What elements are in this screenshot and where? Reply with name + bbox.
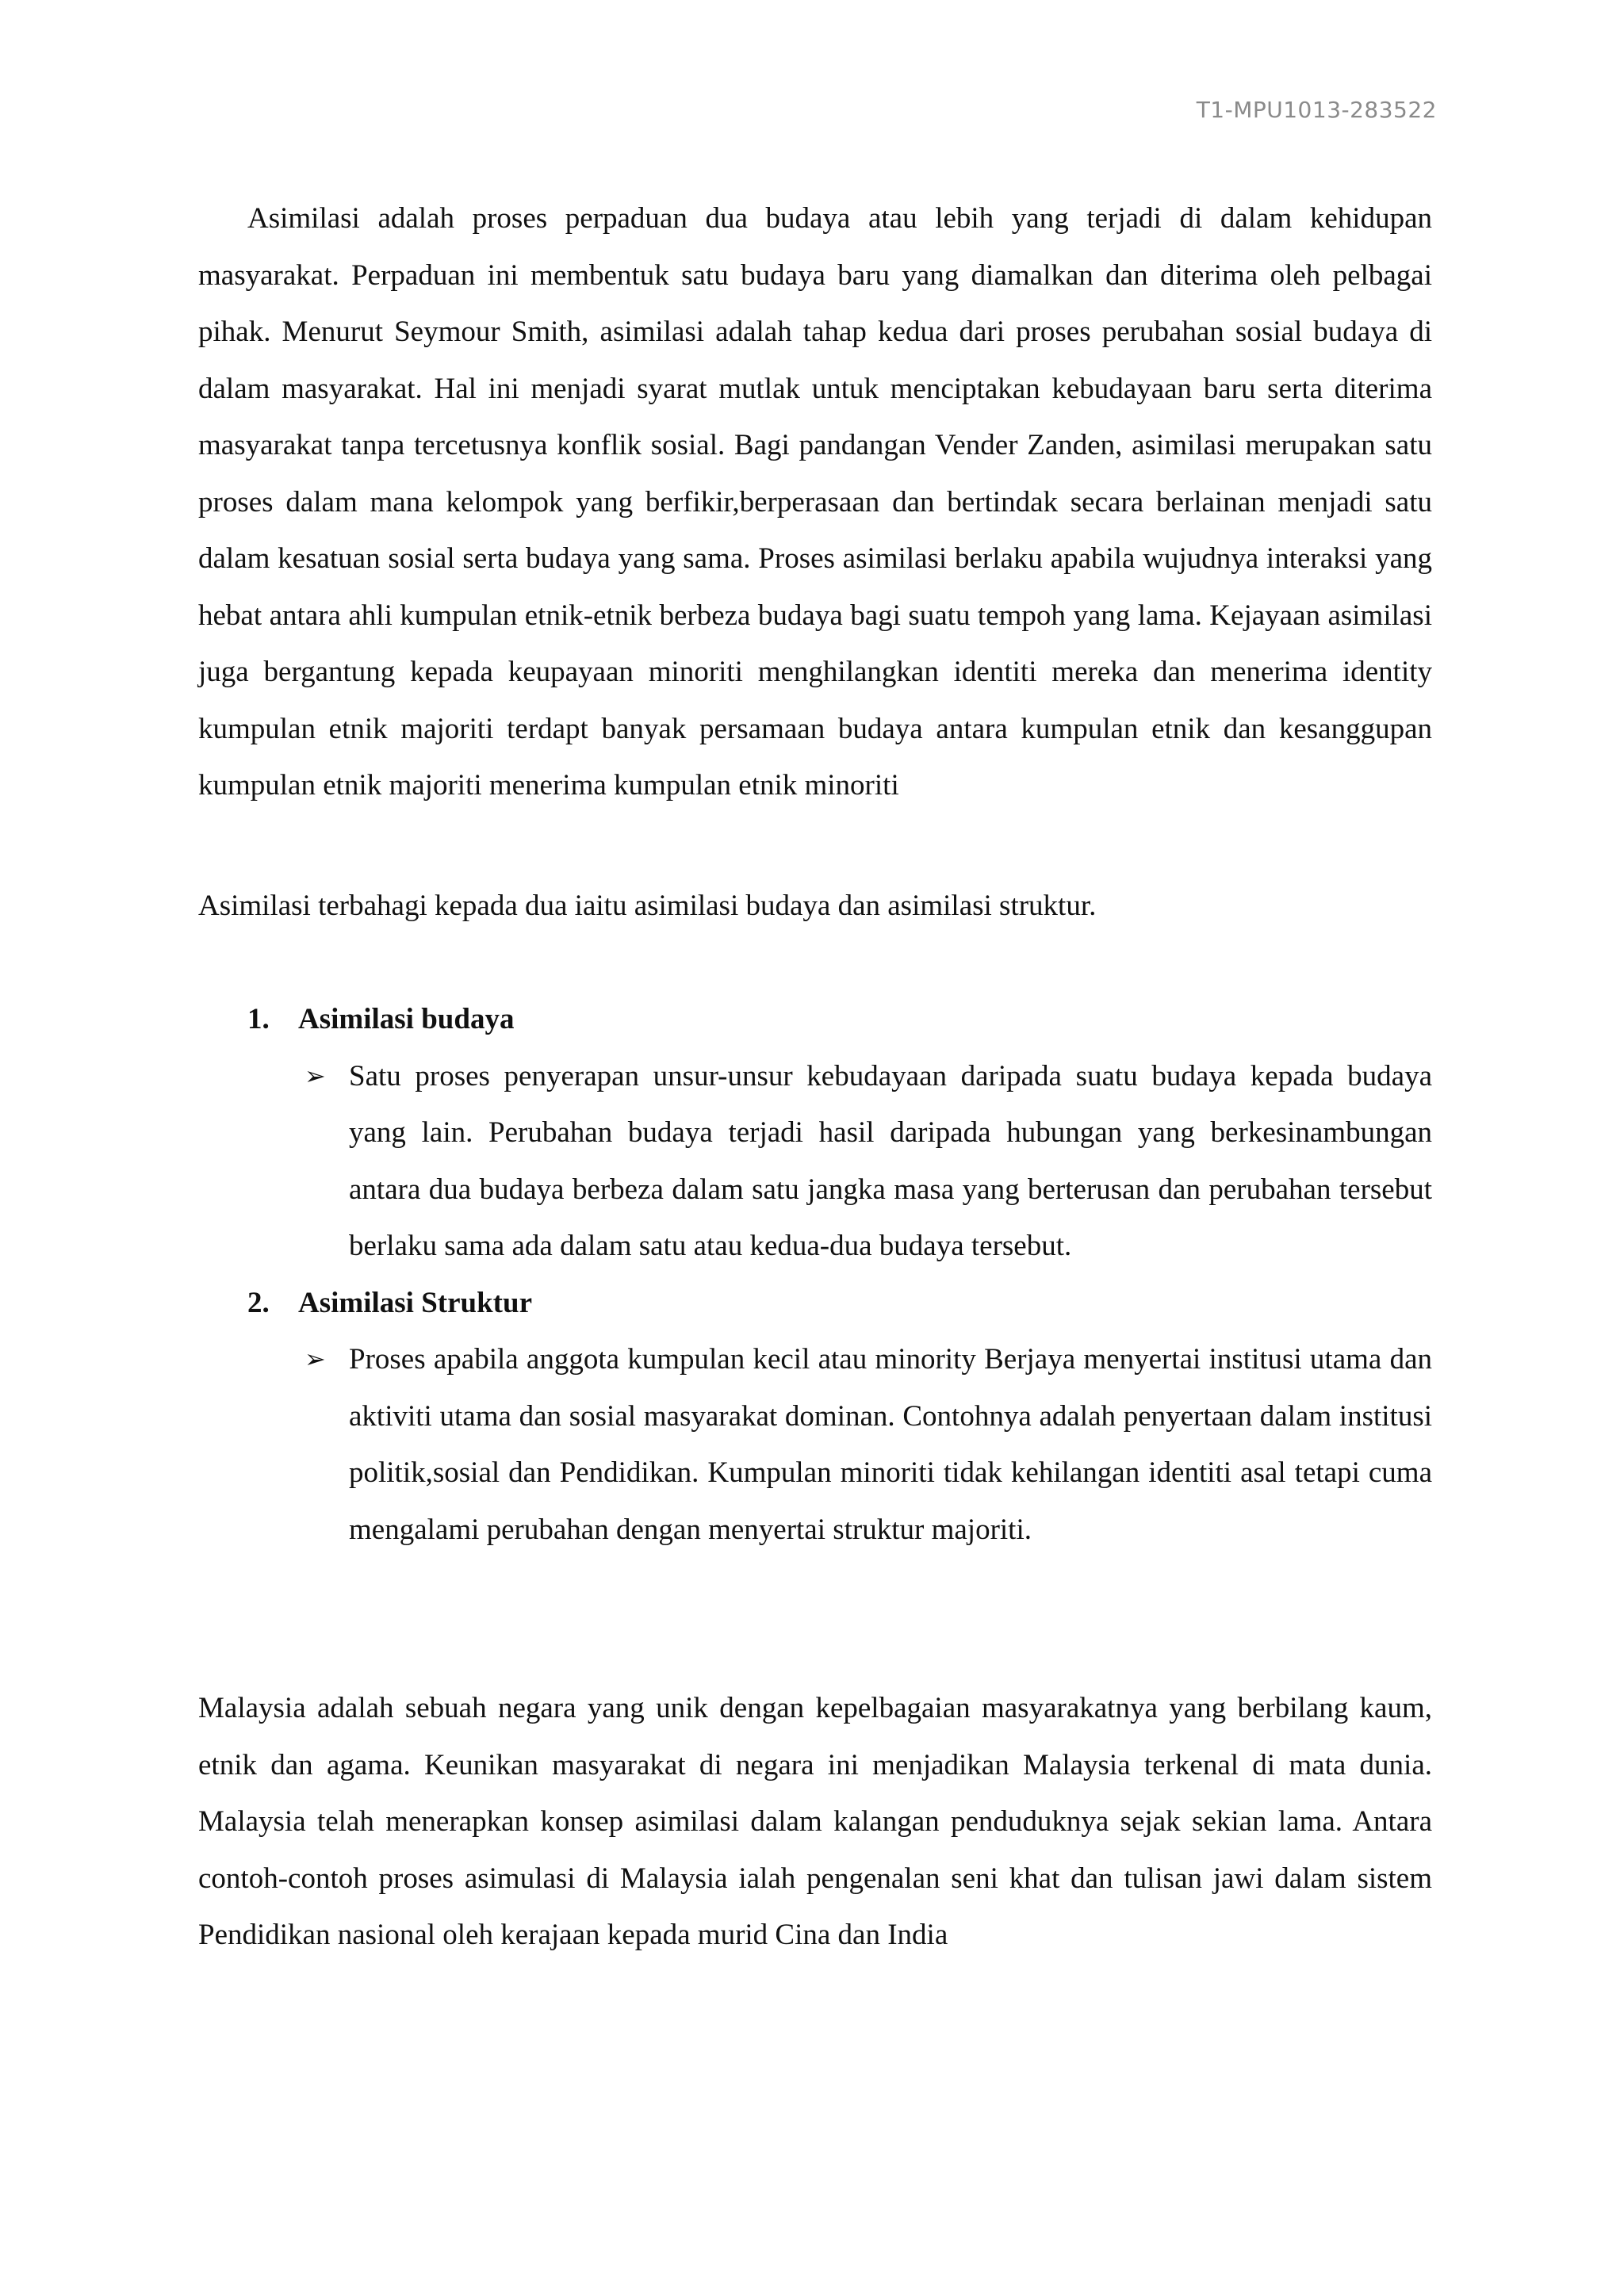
paragraph-malaysia: Malaysia adalah sebuah negara yang unik dengan kepelbagaian masyarakatnya yang berbilang kaum, etnik dan agama. Keunikan masyarakat di negara ini menjadikan Malaysia terkenal di mata dunia. Malaysia telah menerapkan konsep asimilasi dalam kalangan penduduknya sejak sekian lama. Antara contoh-contoh proses asimulasi di Malaysia ialah pengenalan seni khat dan tulisan jawi dalam sistem Pendidikan nasional oleh kerajaan kepada murid Cina dan India (198, 1692, 1432, 1951)
document-code: T1-MPU1013-283522 (1196, 97, 1437, 123)
section-heading (247, 1275, 1432, 1332)
paragraph-assimilation-definition: Asimilasi adalah proses perpaduan dua budaya atau lebih yang terjadi di dalam kehidupan masyarakat. Perpaduan ini membentuk satu budaya baru yang diamalkan dan diterima oleh pelbagai pihak. Menurut Seymour Smith, asimilasi adalah tahap kedua dari proses perubahan sosial budaya di dalam masyarakat. Hal ini menjadi syarat mutlak untuk menciptakan kebudayaan baru serta diterima masyarakat tanpa tercetusnya konflik sosial. Bagi pandangan Vender Zanden, asimilasi merupakan satu proses dalam mana kelompok yang berfikir,berperasaan dan bertindak secara berlainan menjadi satu dalam kesatuan sosial serta budaya yang sama. Proses asimilasi berlaku apabila wujudnya interaksi yang hebat antara ahli kumpulan etnik-etnik berbeza budaya bagi suatu tempoh yang lama. Kejayaan asimilasi juga bergantung kepada keupayaan minoriti menghilangkan identiti mereka dan menerima identity kumpulan etnik majoriti terdapt banyak persamaan budaya antara kumpulan etnik dan kesanggupan kumpulan etnik majoriti menerima kumpulan etnik minoriti (198, 202, 1432, 802)
section-structural-assimilation (198, 1275, 1432, 1559)
section-title: Asimilasi budaya (298, 1003, 515, 1035)
document-body (198, 190, 1432, 1964)
section-number: 1. (247, 1003, 270, 1035)
section-title: Asimilasi Struktur (298, 1286, 533, 1319)
section-number: 2. (247, 1286, 270, 1319)
section-text: Proses apabila anggota kumpulan kecil atau minority Berjaya menyertai institusi utama dan aktiviti utama dan sosial masyarakat dominan. Contohnya adalah penyertaan dalam institusi politik,sosial dan Pendidikan. Kumpulan minoriti tidak kehilangan identiti asal tetapi cuma mengalami perubahan dengan menyertai struktur majoriti. (349, 1343, 1432, 1546)
section-cultural-assimilation (198, 991, 1432, 1275)
section-heading (247, 991, 1432, 1048)
arrow-bullet-icon: ➢ (304, 1060, 326, 1091)
arrow-bullet-icon: ➢ (304, 1344, 326, 1374)
paragraph-assimilation-types: Asimilasi terbahagi kepada dua iaitu asimilasi budaya dan asimilasi struktur. (198, 889, 1097, 922)
section-bullet-item (304, 1048, 1432, 1275)
section-bullet-item (304, 1331, 1432, 1558)
section-text: Satu proses penyerapan unsur-unsur kebudayaan daripada suatu budaya kepada budaya yang lain. Perubahan budaya terjadi hasil daripada hubungan yang berkesinambungan antara dua budaya berbeza dalam satu jangka masa yang berterusan dan perubahan tersebut berlaku sama ada dalam satu atau kedua-dua budaya tersebut. (349, 1059, 1432, 1262)
